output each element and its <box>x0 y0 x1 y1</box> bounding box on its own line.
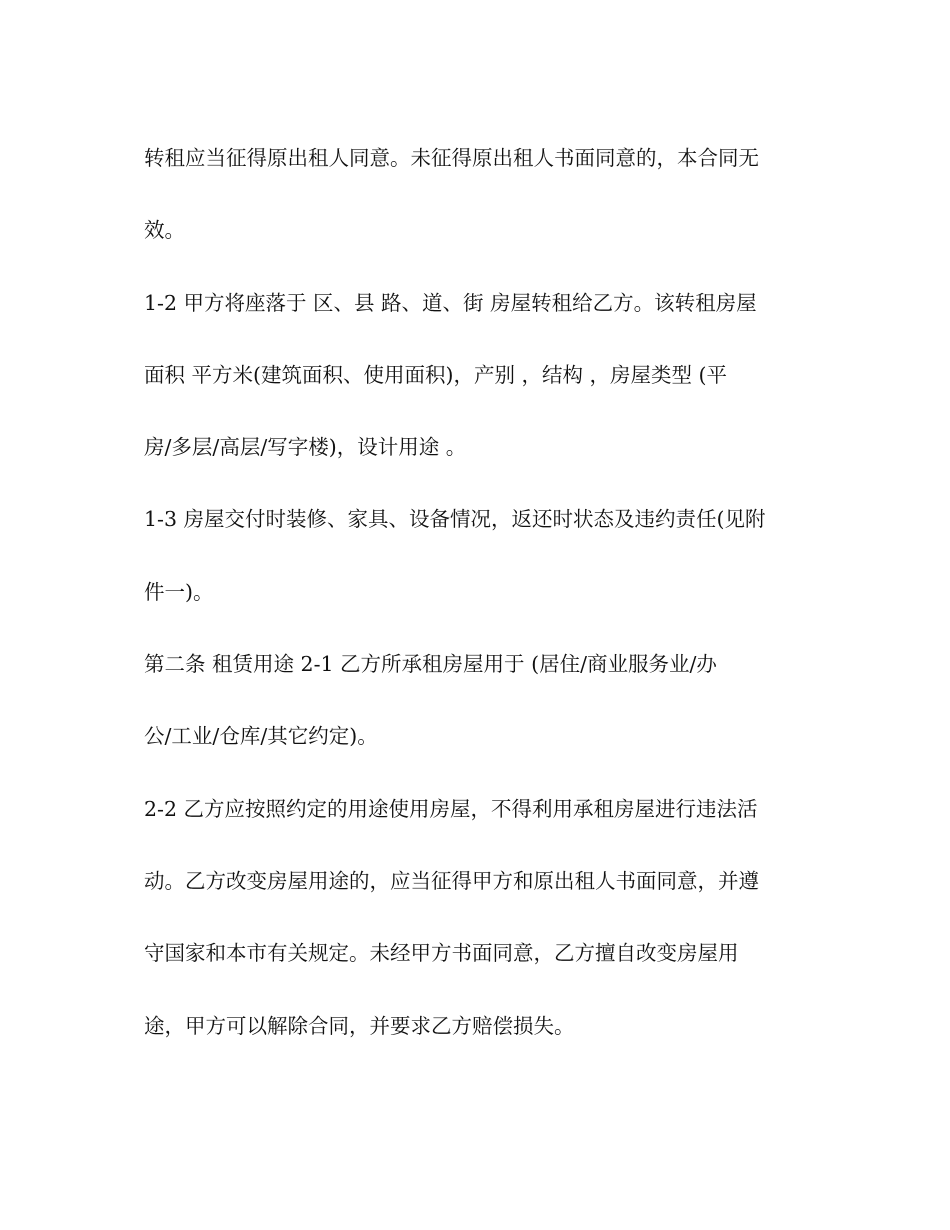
text-line: 效。 <box>144 218 185 243</box>
text-line: 房/多层/高层/写字楼)，设计用途 。 <box>144 435 467 460</box>
text-line: 途，甲方可以解除合同，并要求乙方赔偿损失。 <box>144 1013 575 1038</box>
document-body <box>144 138 824 1078</box>
text-line: 面积 平方米(建筑面积、使用面积)，产别 ，结构 ，房屋类型 (平 <box>144 362 728 387</box>
text-line: 公/工业/仓库/其它约定)。 <box>144 724 378 749</box>
text-line: 件一)。 <box>144 579 214 604</box>
text-line: 2-2 乙方应按照约定的用途使用房屋，不得利用承租房屋进行违法活 <box>144 796 758 821</box>
text-line: 动。乙方改变房屋用途的，应当征得甲方和原出租人书面同意，并遵 <box>144 868 759 893</box>
text-line: 1-2 甲方将座落于 区、县 路、道、街 房屋转租给乙方。该转租房屋 <box>144 290 757 315</box>
text-line: 转租应当征得原出租人同意。未征得原出租人书面同意的，本合同无 <box>144 146 759 170</box>
text-line: 守国家和本市有关规定。未经甲方书面同意，乙方擅自改变房屋用 <box>144 941 739 966</box>
text-line: 第二条 租赁用途 2-1 乙方所承租房屋用于 (居住/商业服务业/办 <box>144 652 717 677</box>
text-line: 1-3 房屋交付时装修、家具、设备情况，返还时状态及违约责任(见附 <box>144 507 766 532</box>
